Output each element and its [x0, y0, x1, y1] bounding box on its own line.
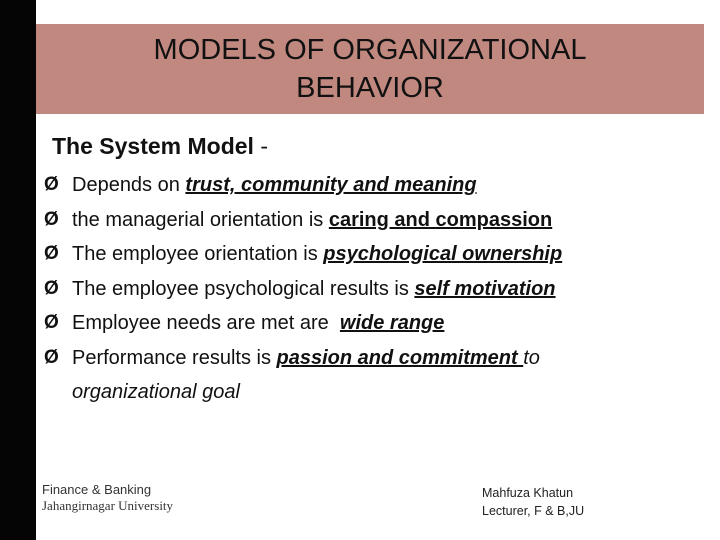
bullet-item [44, 203, 704, 238]
footer-institution [42, 482, 173, 514]
slide-title-line-1: MODELS OF ORGANIZATIONAL [153, 34, 587, 66]
section-subtitle [52, 133, 268, 160]
bullet-keyword: wide range [339, 312, 445, 334]
arrow-bullet-icon: Ø [44, 208, 59, 230]
bullet-item [44, 237, 704, 272]
arrow-bullet-icon: Ø [44, 243, 59, 264]
bullet-item [44, 272, 704, 307]
left-decorative-bar [0, 0, 36, 540]
bullet-text-italic: to [523, 346, 540, 369]
bullet-keyword: psychological ownership [323, 243, 563, 265]
bullet-text: The employee orientation is [72, 243, 324, 265]
footer-author [482, 484, 584, 520]
bullet-keyword: self motivation [414, 277, 556, 300]
bullet-item [44, 168, 704, 203]
footer-department: Finance & Banking [42, 482, 152, 497]
bullet-text: Performance results is [72, 346, 277, 369]
slide-title-line-2: BEHAVIOR [296, 72, 444, 104]
footer-author-name: Mahfuza Khatun [482, 486, 574, 500]
bullet-list [44, 168, 704, 410]
bullet-text: the managerial orientation is [72, 208, 329, 231]
bullet-keyword: caring and compassion [328, 208, 553, 231]
arrow-bullet-icon: Ø [44, 312, 59, 333]
bullet-item [44, 306, 704, 341]
bullet-keyword: passion and commitment [276, 346, 524, 369]
bullet-text: The employee psychological results is [72, 277, 415, 300]
subtitle-text: The System Model [52, 133, 254, 159]
footer-author-position: Lecturer, F & B,JU [482, 504, 585, 518]
arrow-bullet-icon: Ø [44, 174, 59, 195]
bullet-item [44, 341, 704, 410]
slide-title-band [36, 24, 704, 114]
footer-university: Jahangirnagar University [42, 498, 174, 513]
bullet-text: Employee needs are met are [72, 312, 340, 334]
arrow-bullet-icon: Ø [44, 346, 59, 368]
bullet-continuation: organizational goal [72, 381, 240, 403]
subtitle-dash: - [260, 133, 268, 159]
arrow-bullet-icon: Ø [44, 277, 59, 299]
bullet-text: Depends on [72, 174, 186, 196]
bullet-keyword: trust, community and meaning [185, 174, 477, 196]
